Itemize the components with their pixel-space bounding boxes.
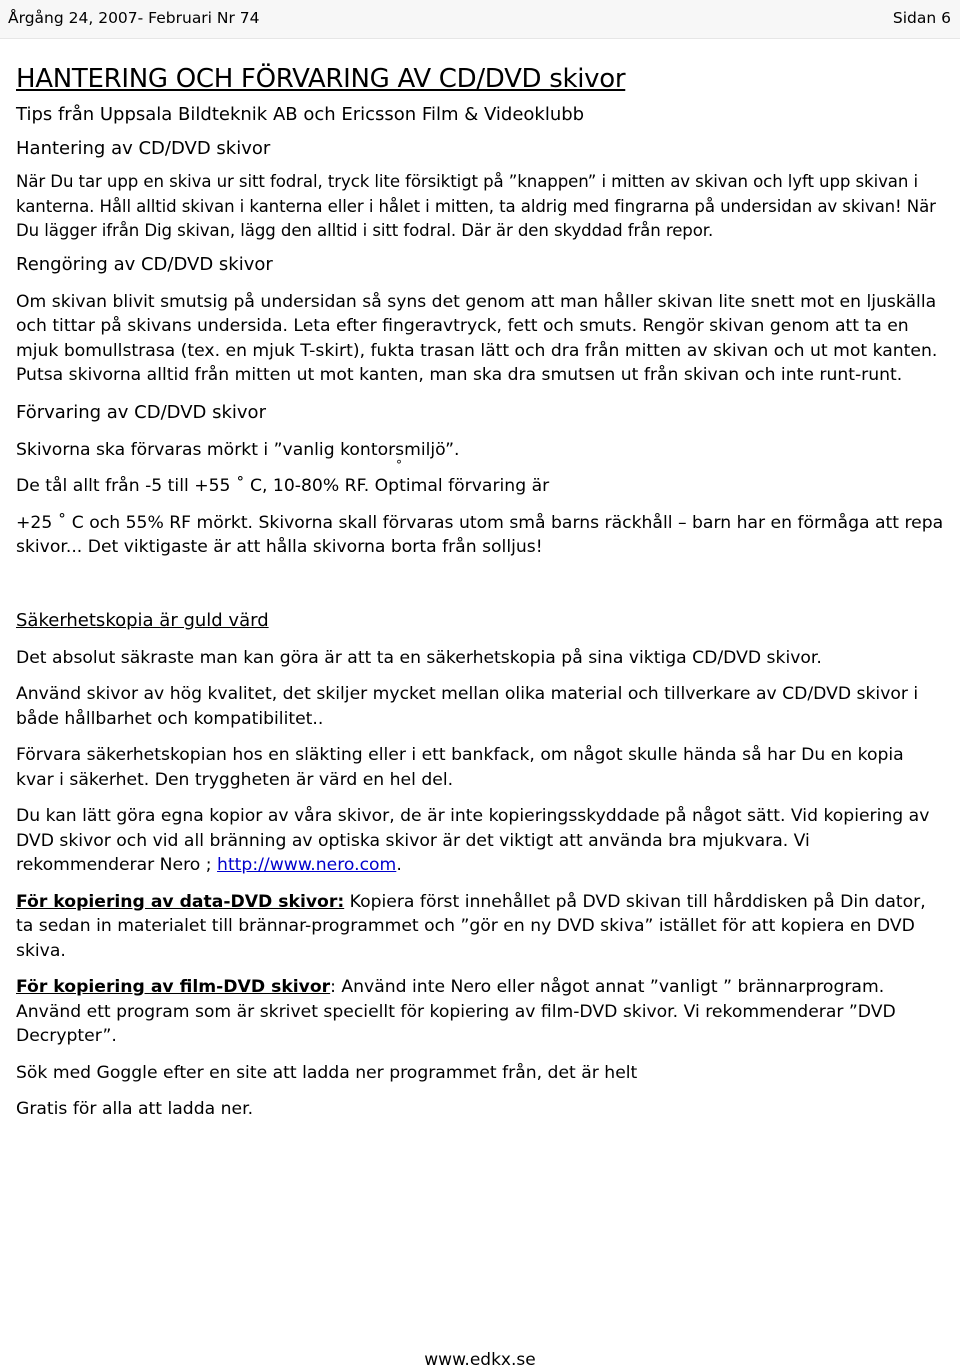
page-number: Sidan 6 — [892, 9, 951, 27]
issue-info: Årgång 24, 2007- Februari Nr 74 — [8, 9, 260, 27]
paragraph-cleaning: Om skivan blivit smutsig på undersidan så syns det genom att man håller skivan lite snett mot en ljuskälla och tittar på skivans undersida. Leta efter fingeravtryck, fett och smuts. Rengör skivan genom att ta en mjuk bomullstrasa (tex. en mjuk T-skirt), fukta trasan lätt och dra från mitten av skivan och ut mot kanten. Putsa skivorna alltid från mitten ut mot kanten, man ska dra smutsen ut från skivan och inte runt-runt. — [16, 291, 938, 385]
footer-url: www.edkx.se — [424, 1350, 536, 1370]
article-title: HANTERING OCH FÖRVARING AV CD/DVD skivor — [16, 64, 626, 94]
data-dvd-lead: För kopiering av data-DVD skivor: — [16, 891, 345, 912]
page-header — [0, 0, 960, 39]
paragraph-backup-3: Förvara säkerhetskopian hos en släkting eller i ett bankfack, om något skulle hända så har Du en kopia kvar i säkerhet. Den tryggheten är värd en hel del. — [16, 745, 904, 790]
paragraph-search: Sök med Goggle efter en site att ladda ner programmet från, det är helt — [16, 1062, 638, 1083]
nero-link[interactable]: http://www.nero.com — [217, 855, 397, 875]
paragraph-data-dvd: För kopiering av data-DVD skivor: Kopiera först innehållet på DVD skivan till hårddisken på Din dator, ta sedan in materialet till brännar-programmet och ”gör en ny DVD skiva” istället för att kopiera en DVD skiva. — [16, 891, 926, 961]
section-heading-backup: Säkerhetskopia är guld värd — [16, 609, 269, 631]
paragraph-backup-1: Det absolut säkraste man kan göra är att ta en säkerhetskopia på sina viktiga CD/DVD skivor. — [16, 647, 822, 668]
film-dvd-lead: För kopiering av film-DVD skivor — [16, 977, 331, 997]
paragraph-storage-1: Skivorna ska förvaras mörkt i ”vanlig kontorsmiljö”. — [16, 439, 460, 460]
degree-mark: ° — [396, 458, 402, 472]
paragraph-film-dvd: För kopiering av film-DVD skivor: Använd inte Nero eller något annat ”vanligt ” brännarprogram. Använd ett program som är skrivet speciellt för kopiering av film-DVD skivor. Vi rekommenderar ”DVD Decrypter”. — [16, 977, 896, 1046]
paragraph-backup-4: Du kan lätt göra egna kopior av våra skivor, de är inte kopieringsskyddade på något sätt. Vid kopiering av DVD skivor och vid all bränning av optiska skivor är det viktigt att använda bra mjukvara. Vi rekommenderar Nero ; http://www.nero.com. — [16, 806, 930, 875]
section-heading-cleaning: Rengöring av CD/DVD skivor — [16, 253, 273, 275]
paragraph-backup-2: Använd skivor av hög kvalitet, det skiljer mycket mellan olika material och tillverkare av CD/DVD skivor i både hållbarhet och kompatibilitet.. — [16, 684, 919, 729]
paragraph-handling: När Du tar upp en skiva ur sitt fodral, tryck lite försiktigt på ”knappen” i mitten av skivan och lyft upp skivan i kanterna. Håll alltid skivan i kanterna eller i hålet i mitten, ta aldrig med fingrarna på undersidan av skivan! När Du lägger ifrån Dig skivan, lägg den alltid i sitt fodral. Där är den skyddad från repor. — [16, 172, 936, 240]
paragraph-storage-2: De tål allt från -5 till +55 ˚ C, 10-80% RF. Optimal förvaring är — [16, 476, 550, 496]
article-subtitle: Tips från Uppsala Bildteknik AB och Ericsson Film & Videoklubb — [16, 104, 585, 125]
article — [16, 62, 946, 1122]
paragraph-storage-3: +25 ˚ C och 55% RF mörkt. Skivorna skall förvaras utom små barns räckhåll – barn har en förmåga att repa skivor... Det viktigaste är att hålla skivorna borta från solljus! — [16, 512, 944, 557]
section-heading-storage: Förvaring av CD/DVD skivor — [16, 401, 266, 423]
paragraph-free: Gratis för alla att ladda ner. — [16, 1099, 254, 1119]
section-heading-handling: Hantering av CD/DVD skivor — [16, 138, 271, 159]
